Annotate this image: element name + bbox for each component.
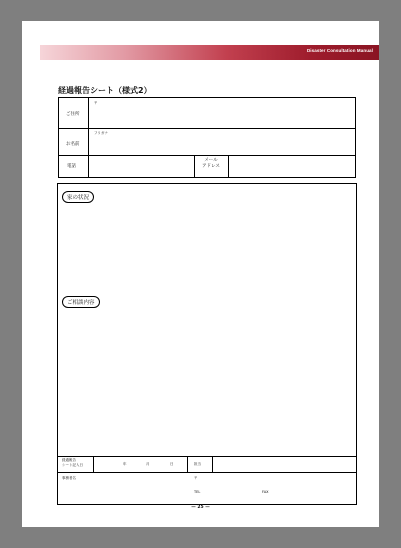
phone-label: 電話 <box>67 164 76 169</box>
day-label: 日 <box>170 462 174 466</box>
report-date-label: 経過報告 シート記入日 <box>62 458 83 467</box>
house-status-label: 家の状況 <box>62 191 94 203</box>
furigana-label: フリガナ <box>94 131 108 135</box>
consultation-label: ご相談内容 <box>62 296 100 308</box>
year-label: 年 <box>123 462 127 466</box>
office-label: 事務者名 <box>62 476 76 480</box>
responder-label: 担当 <box>194 462 201 466</box>
consultation-field[interactable] <box>58 310 356 455</box>
email-label: メール アドレス <box>202 158 220 169</box>
office-info-field[interactable] <box>58 473 356 504</box>
address-field[interactable] <box>89 98 355 128</box>
header-banner <box>40 45 379 60</box>
month-label: 月 <box>146 462 150 466</box>
banner-title: Disaster Consultation Manual <box>306 48 373 53</box>
house-status-field[interactable] <box>58 204 356 296</box>
report-date-field[interactable] <box>94 457 187 472</box>
address-label: ご住所 <box>66 112 80 117</box>
phone-field[interactable] <box>89 156 194 177</box>
name-label: お名前 <box>66 142 80 147</box>
tel-label: TEL <box>194 490 201 494</box>
document-page <box>22 21 379 527</box>
responder-field[interactable] <box>213 457 356 472</box>
address-postal-mark: 〒 <box>94 101 98 105</box>
form-title: 経過報告シート（様式2） <box>58 86 152 95</box>
page-number: — 25 — <box>191 505 210 510</box>
name-field[interactable] <box>89 129 355 155</box>
office-postal-mark: 〒 <box>194 476 198 480</box>
email-field[interactable] <box>229 156 355 177</box>
fax-label: FAX <box>262 490 269 494</box>
